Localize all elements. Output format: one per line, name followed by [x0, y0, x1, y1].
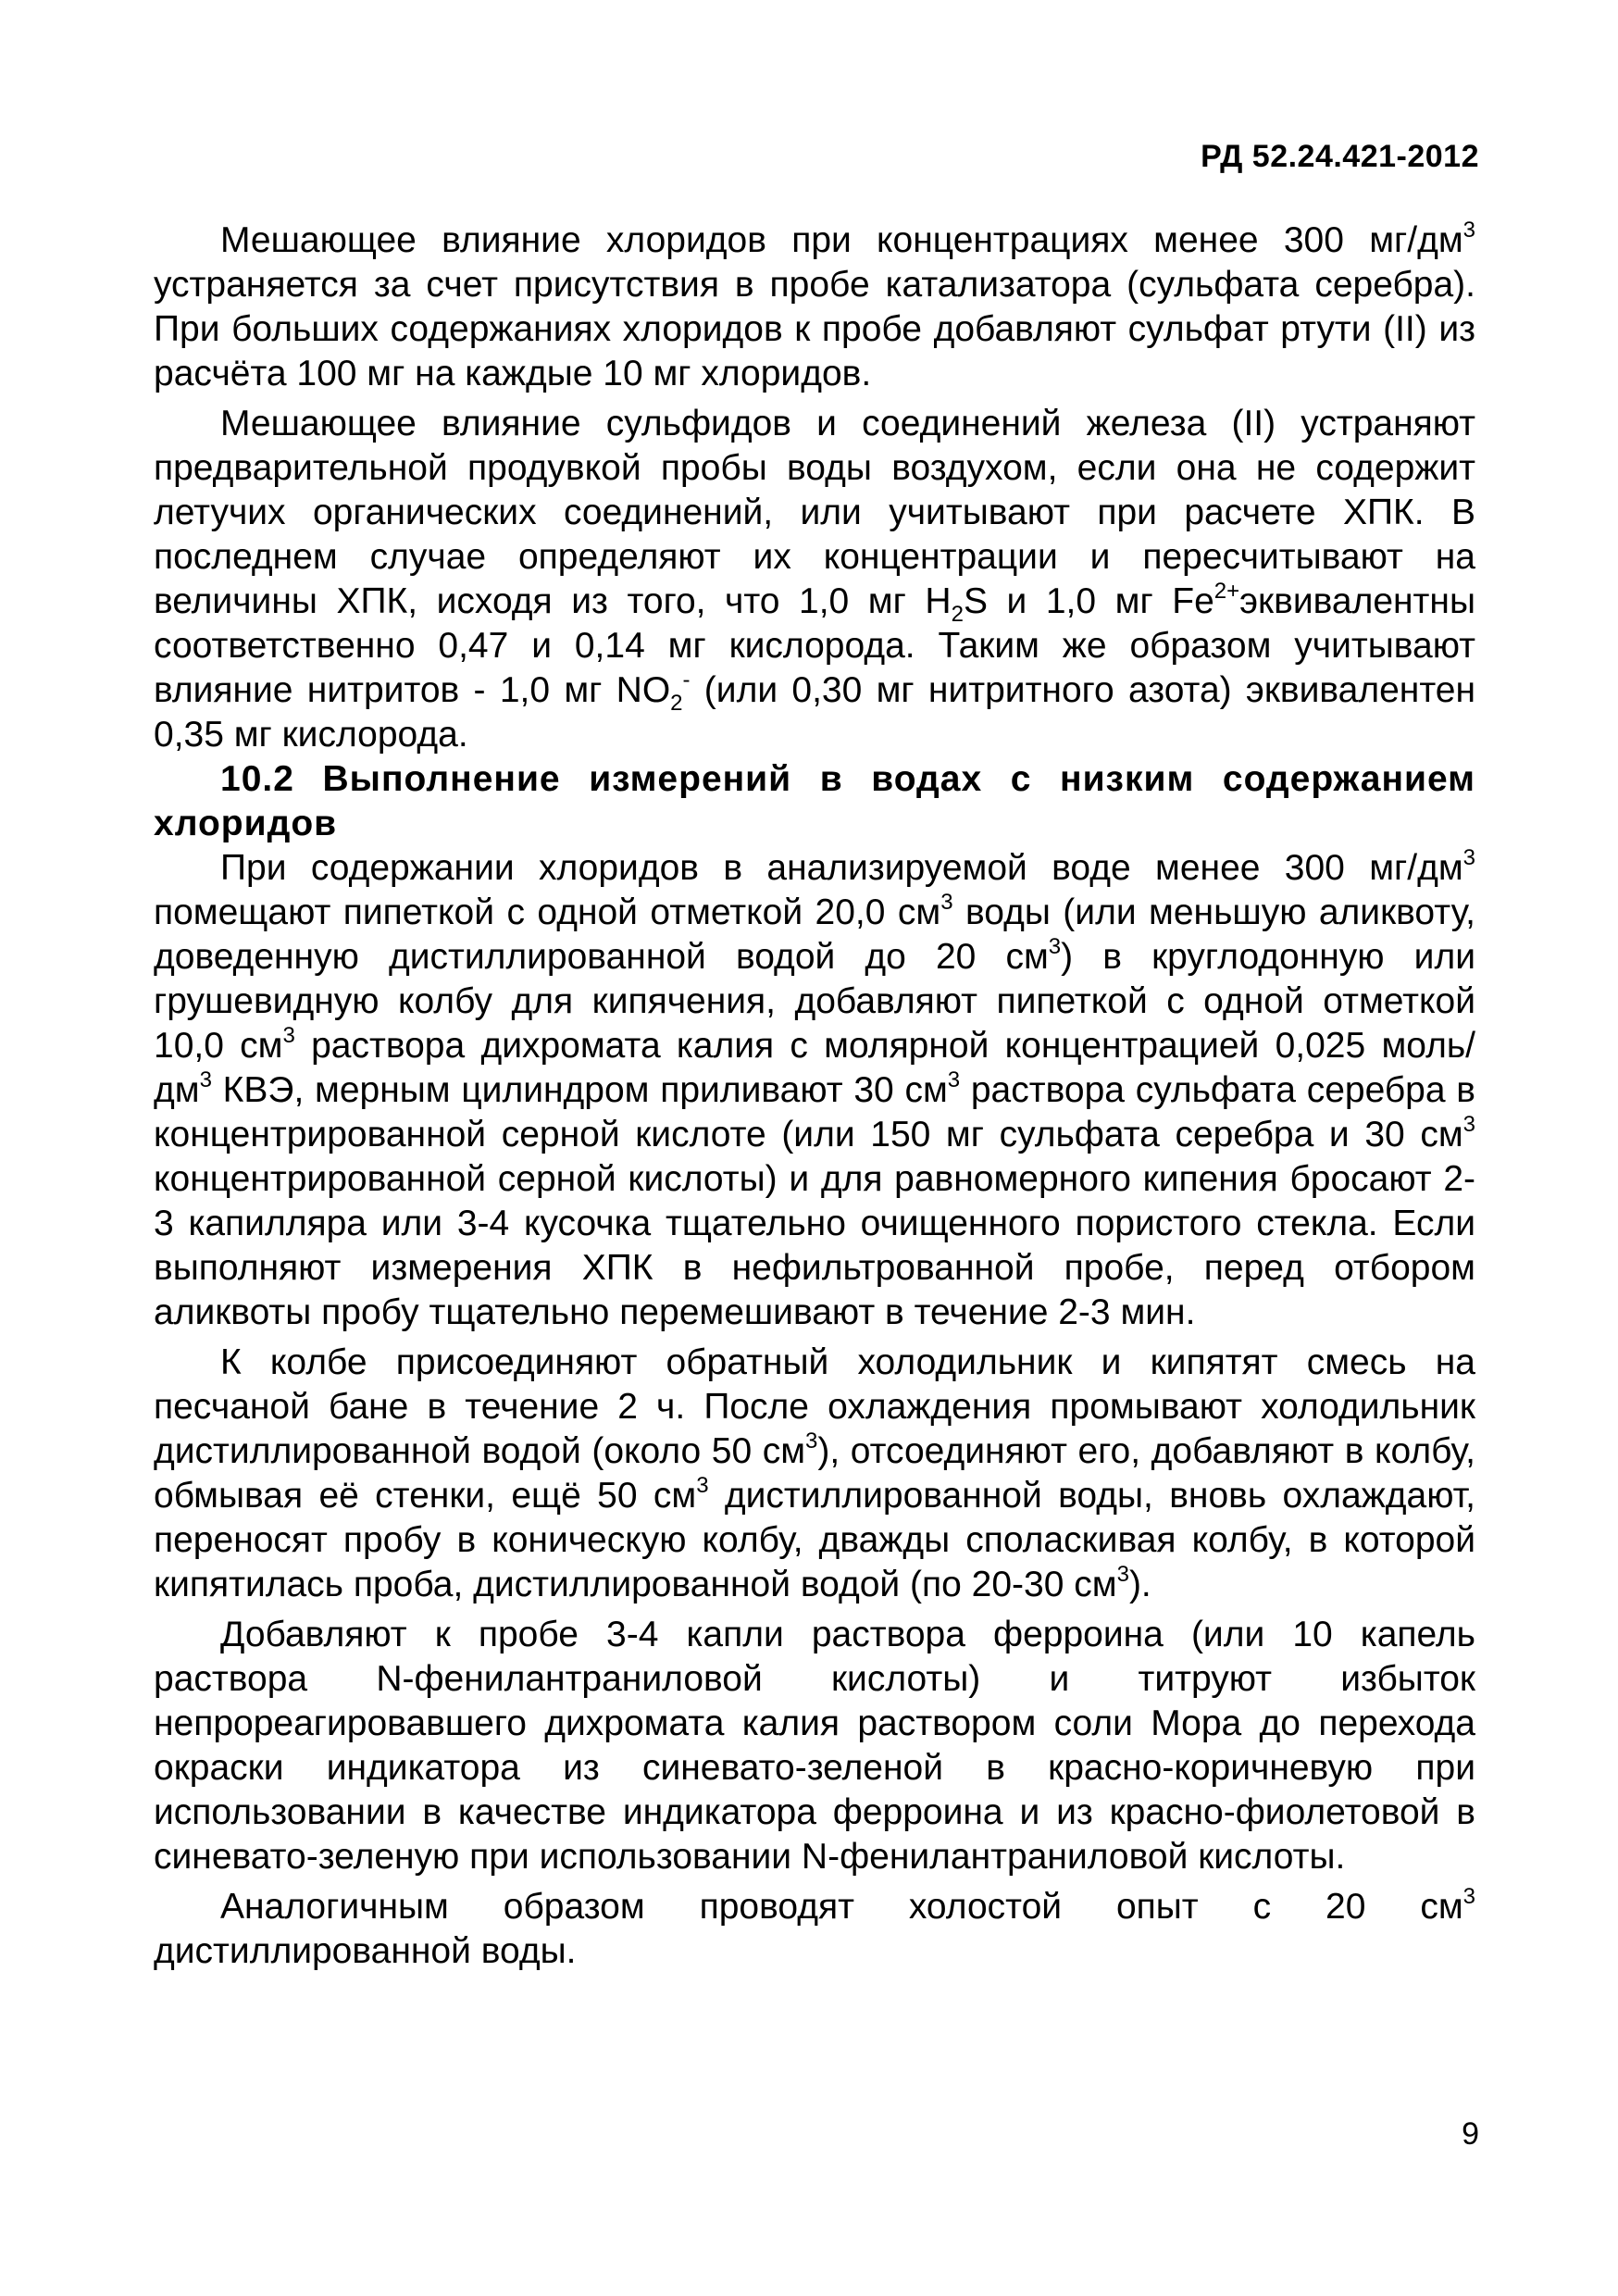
- p3-text-b: помещают пипеткой с одной отметкой 20,0 см: [154, 892, 941, 932]
- p3-text-a: При содержании хлоридов в анализируемой воде менее 300 мг/дм: [220, 848, 1463, 888]
- page-number: 9: [1462, 2116, 1479, 2152]
- p3-text-g: раствора сульфата серебра в концентрированной серной кислоте (или 150 мг сульфата серебра и 30 см: [154, 1070, 1475, 1154]
- p6-sup: 3: [1462, 1884, 1475, 1909]
- p3-sup-7: 3: [1462, 1112, 1475, 1137]
- no2-sup: -: [682, 668, 691, 693]
- no2-formula: [670, 668, 691, 716]
- paragraph-blank: [154, 1885, 1475, 1974]
- p6-text-b: дистиллированной воды.: [154, 1931, 577, 1971]
- p3-text-c: воды (или меньшую аликвоту, доведенную дистиллированной водой до 20 см: [154, 892, 1475, 977]
- p1-text-b: устраняется за счет присутствия в пробе катализатора (сульфата серебра). При больших содержаниях хлоридов к пробе добавляют сульфат ртути (II) из расчёта 100 мг на каждые 10 мг хлоридов.: [154, 265, 1475, 393]
- p3-text-h: концентрированной серной кислоты) и для равномерного кипения бросают 2-3 капилляра или 3-4 кусочка тщательно очищенного пористого стекла. Если выполняют измерения ХПК в нефильтрованной пробе, перед отбором аликвоты пробу тщательно перемешивают в течение 2-3 мин.: [154, 1159, 1475, 1332]
- paragraph-sulfides: [154, 402, 1475, 757]
- p4-sup-2: 3: [696, 1473, 709, 1498]
- p4-text-d: ).: [1128, 1565, 1151, 1604]
- document-code: РД 52.24.421-2012: [1201, 139, 1479, 174]
- paragraph-boiling: [154, 1341, 1475, 1607]
- paragraph-procedure: [154, 846, 1475, 1335]
- p3-sup-4: 3: [282, 1023, 295, 1048]
- p4-sup-1: 3: [805, 1429, 818, 1454]
- no2-sub: 2: [670, 690, 683, 716]
- p4-text-b: ), отсоединяют его, добавляют в колбу, обмывая её стенки, ещё 50 см: [154, 1431, 1475, 1516]
- p2-sup: 2+: [1214, 579, 1240, 604]
- p2-text-a: Мешающее влияние сульфидов и соединений железа (II) устраняют предварительной продувкой пробы воды воздухом, если она не содержит летучих органических соединений, или учитывают при расчете ХПК. В последнем случае определяют их концентрации и пересчитывают на величины ХПК, исходя из того, что 1,0 мг H: [154, 404, 1475, 621]
- p2-text-c: эквивалентны соответственно 0,47 и 0,14 мг кислорода. Таким же образом учитывают влияние нитритов - 1,0 мг NO: [154, 581, 1475, 710]
- p4-text-c: дистиллированной воды, вновь охлаждают, переносят пробу в коническую колбу, дважды споласкивая колбу, в которой кипятилась проба, дистиллированной водой (по 20-30 см: [154, 1476, 1476, 1604]
- p3-text-f: КВЭ, мерным цилиндром приливают 30 см: [211, 1070, 948, 1110]
- p3-sup-6: 3: [947, 1067, 961, 1092]
- p3-sup-3: 3: [1048, 934, 1062, 959]
- p2-text-d: (или 0,30 мг нитритного азота) эквивалентен 0,35 мг кислорода.: [154, 670, 1475, 755]
- p4-text-a: К колбе присоединяют обратный холодильник и кипятят смесь на песчаной бане в течение 2 ч. После охлаждения промывают холодильник дистиллированной водой (около 50 см: [154, 1342, 1475, 1471]
- p3-text-d: ) в круглодонную или грушевидную колбу для кипячения, добавляют пипеткой с одной отметкой 10,0 см: [154, 937, 1475, 1066]
- p2-sub: 2: [951, 601, 964, 627]
- p3-sup-5: 3: [199, 1067, 212, 1092]
- paragraph-chlorides: [154, 218, 1475, 396]
- p3-sup-1: 3: [1462, 845, 1475, 870]
- p6-text-a: Аналогичным образом проводят холостой опыт с 20 см: [220, 1887, 1463, 1927]
- p1-sup: 3: [1462, 218, 1475, 243]
- p2-text-b: S и 1,0 мг Fe: [963, 581, 1214, 621]
- p3-text-e: раствора дихромата калия с молярной концентрацией 0,025 моль/дм: [154, 1026, 1476, 1110]
- p3-sup-2: 3: [940, 890, 953, 915]
- body-text: [154, 218, 1475, 1974]
- paragraph-titration: Добавляют к пробе 3-4 капли раствора ферроина (или 10 капель раствора N-фенилантраниловой кислоты) и титруют избыток непрореагировавшего дихромата калия раствором соли Мора до перехода окраски индикатора из синевато-зеленой в красно-коричневую при использовании в качестве индикатора ферроина и из красно-фиолетовой в синевато-зеленую при использовании N-фенилантраниловой кислоты.: [154, 1615, 1475, 1877]
- p1-text-a: Мешающее влияние хлоридов при концентрациях менее 300 мг/дм: [220, 220, 1463, 260]
- p4-sup-3: 3: [1116, 1562, 1129, 1587]
- section-heading: 10.2 Выполнение измерений в водах с низким содержанием хлоридов: [154, 759, 1475, 843]
